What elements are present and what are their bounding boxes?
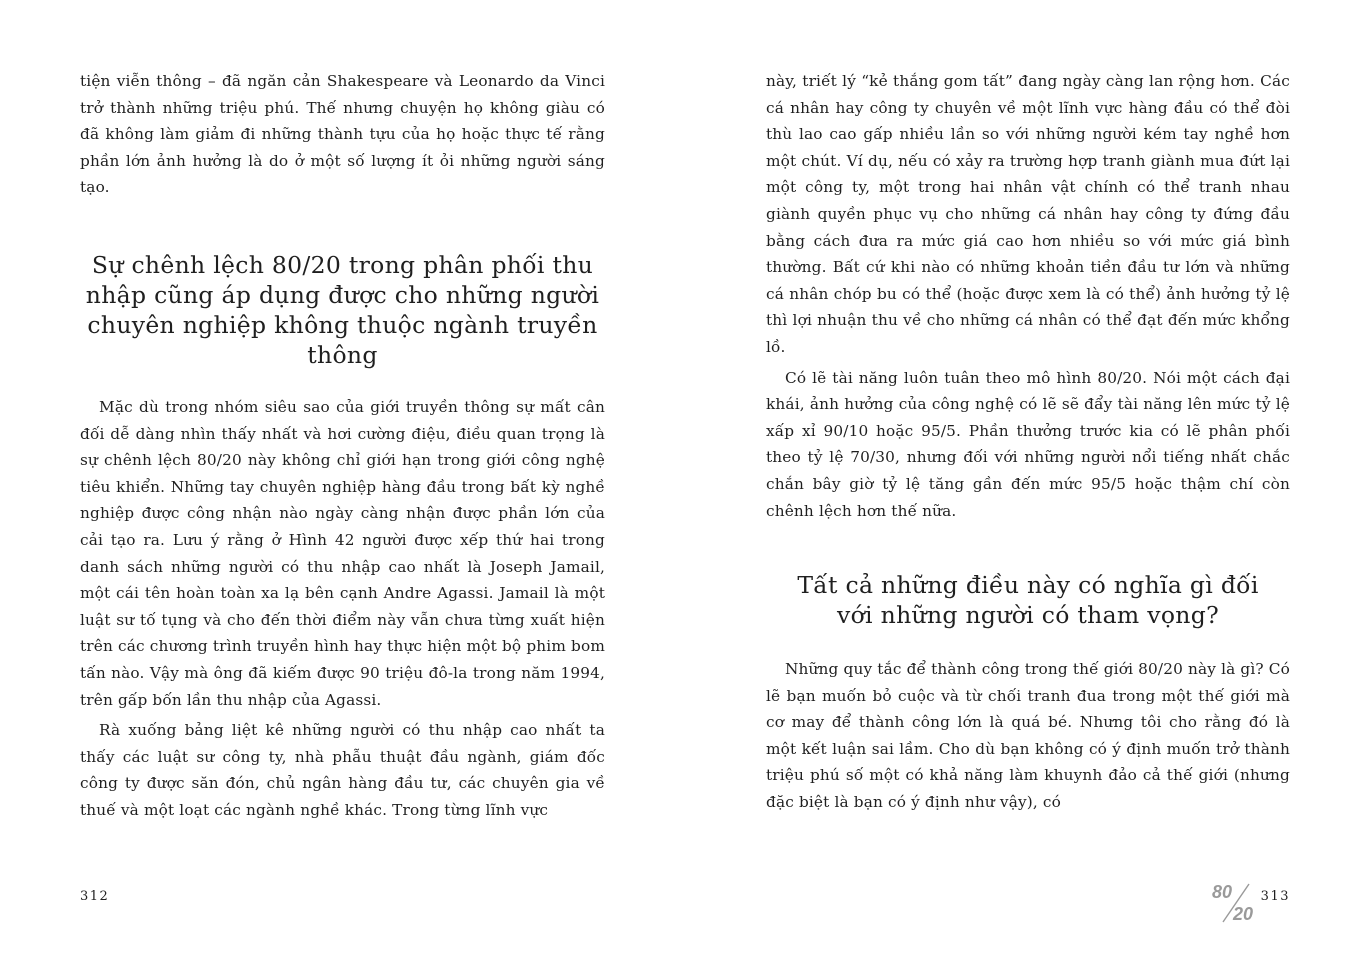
page-number: 312 [80,889,110,904]
section-heading: Sự chênh lệch 80/20 trong phân phối thu nhập cũng áp dụng được cho những người chuyên nghiệp không thuộc ngành truyền thông [85,250,600,369]
right-page [766,0,1290,969]
paragraph: tiện viễn thông – đã ngăn cản Shakespeare và Leonardo da Vinci trở thành những triệu phú. Thế nhưng chuyện họ không giàu có đã không làm giảm đi những thành tựu của họ hoặc thực tế rằng phần lớn ảnh hưởng là do ở một số lượng ít ỏi những người sáng tạo. [80,72,605,197]
paragraph: Có lẽ tài năng luôn tuân theo mô hình 80/20. Nói một cách đại khái, ảnh hưởng của công nghệ có lẽ sẽ đẩy tài năng lên mức tỷ lệ xấp xỉ 90/10 hoặc 95/5. Phần thưởng trước kia có lẽ phân phối theo tỷ lệ 70/30, nhưng đối với những người nổi tiếng nhất chắc chắn bây giờ tỷ lệ tăng gần đến mức 95/5 hoặc thậm chí còn chênh lệch hơn thế nữa. [766,368,1290,520]
book-logo-80-20-icon [1211,880,1265,924]
logo-denominator: 20 [1233,904,1254,924]
logo-numerator: 80 [1212,882,1233,902]
paragraph: Mặc dù trong nhóm siêu sao của giới truyền thông sự mất cân đối dễ dàng nhìn thấy nhất và hơi cường điệu, điều quan trọng là sự chênh lệch 80/20 này không chỉ giới hạn trong giới công nghệ tiêu khiển. Những tay chuyên nghiệp hàng đầu trong bất kỳ nghề nghiệp được công nhận nào ngày càng nhận được phần lớn của cải tạo ra. Lưu ý rằng ở Hình 42 người được xếp thứ hai trong danh sách những người có thu nhập cao nhất là Joseph Jamail, một cái tên hoàn toàn xa lạ bên cạnh Andre Agassi. Jamail là một luật sư tố tụng và cho đến thời điểm này vẫn chưa từng xuất hiện trên các chương trình truyền hình hay thực hiện một bộ phim bom tấn nào. Vậy mà ông đã kiếm được 90 triệu đô-la trong năm 1994, trên gấp bốn lần thu nhập của Agassi. [80,397,605,709]
page-number: 313 [1260,889,1290,904]
left-page-body [80,68,605,827]
right-page-body [766,68,1290,820]
paragraph: Những quy tắc để thành công trong thế giới 80/20 này là gì? Có lẽ bạn muốn bỏ cuộc và từ chối tranh đua trong một thế giới mà cơ may để thành công lớn là quá bé. Nhưng tôi cho rằng đó là một kết luận sai lầm. Cho dù bạn không có ý định muốn trở thành triệu phú số một có khả năng làm khuynh đảo cả thế giới (nhưng đặc biệt là bạn có ý định như vậy), có [766,660,1290,812]
paragraph: này, triết lý “kẻ thắng gom tất” đang ngày càng lan rộng hơn. Các cá nhân hay công ty chuyên về một lĩnh vực hàng đầu có thể đòi thù lao cao gấp nhiều lần so với những người kém tay nghề hơn một chút. Ví dụ, nếu có xảy ra trường hợp tranh giành mua đứt lại một công ty, một trong hai nhân vật chính có thể tranh nhau giành quyền phục vụ cho những cá nhân hay công ty đứng đầu bằng cách đưa ra mức giá cao hơn nhiều so với mức giá bình thường. Bất cứ khi nào có những khoản tiền đầu tư lớn và những cá nhân chóp bu có thể (hoặc được xem là có thể) ảnh hưởng tỷ lệ thì lợi nhuận thu về cho những cá nhân có thể đạt đến mức khổng lồ. [766,72,1290,356]
left-page [80,0,605,969]
paragraph: Rà xuống bảng liệt kê những người có thu nhập cao nhất ta thấy các luật sư công ty, nhà phẫu thuật đầu ngành, giám đốc công ty được săn đón, chủ ngân hàng đầu tư, các chuyên gia về thuế và một loạt các ngành nghề khác. Trong từng lĩnh vực [80,721,605,819]
section-heading: Tất cả những điều này có nghĩa gì đối với những người có tham vọng? [797,571,1259,630]
